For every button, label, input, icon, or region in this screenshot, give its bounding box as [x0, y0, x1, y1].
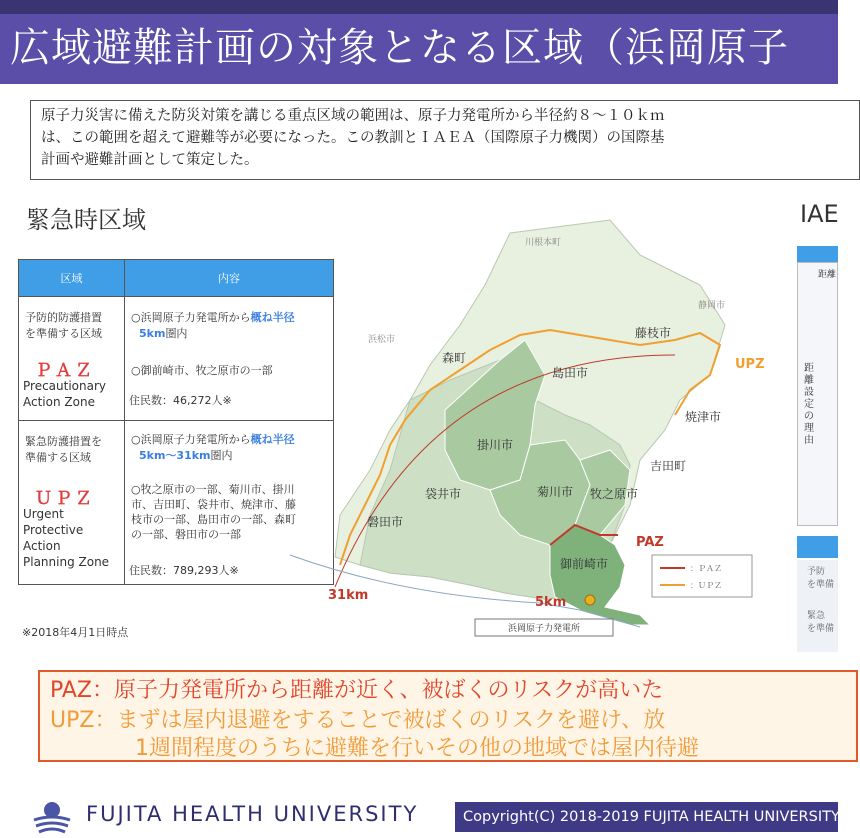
upz-areas: ○牧之原市の一部、菊川市、掛川 市、吉田町、袋井市、焼津市、藤 枝市の一部、島田市の一部、森町 の一部、磐田市の一部 [131, 483, 296, 541]
paz-population: 住民数：46,272人※ [129, 394, 232, 407]
upz-label: UPZ [735, 357, 765, 372]
city-label: 森町 [442, 351, 467, 365]
copyright: Copyright(C) 2018-2019 FUJITA HEALTH UNIVERSITY [455, 802, 838, 832]
km5-label: 5km [535, 595, 567, 610]
right-heading: IAE [800, 200, 839, 228]
zone-map [280, 215, 765, 645]
right-panel-box [797, 262, 838, 526]
right-panel-item: 予防 を準備 [807, 567, 835, 590]
city-label: 菊川市 [537, 485, 574, 499]
footnote: ※2018年4月1日時点 [22, 626, 129, 639]
summary-paz: PAZ：原子力発電所から距離が近く、被ばくのリスクが高いた [50, 678, 664, 703]
intro-line: 計画や避難計画として策定した。 [41, 152, 259, 168]
intro-line: は、この範囲を超えて避難等が必要になった。この教訓とＩＡＥＡ（国際原子力機関）の国際基 [41, 130, 665, 146]
right-panel-box [797, 560, 838, 652]
plant-label: 浜岡原子力発電所 [507, 624, 581, 634]
city-label: 藤枝市 [635, 326, 672, 340]
section-heading: 緊急時区域 [26, 206, 146, 234]
city-label: 掛川市 [477, 438, 514, 452]
paz-range: ○浜岡原子力発電所から概ね半径 5km圏内 [131, 311, 295, 340]
top-strip [0, 0, 838, 14]
gray-label: 浜松市 [368, 335, 396, 345]
right-panel [797, 238, 838, 658]
gray-label: 静岡市 [698, 301, 726, 311]
plant-marker [585, 595, 595, 605]
university-logo [30, 798, 74, 838]
city-label: 磐田市 [367, 515, 404, 529]
right-panel-header-bar [797, 246, 838, 262]
table-header-area: 区域 [19, 260, 124, 296]
gray-label: 川根本町 [525, 238, 562, 248]
city-label: 焼津市 [685, 410, 722, 424]
page-title: 広域避難計画の対象となる区域（浜岡原子 [10, 25, 789, 71]
right-panel-vertical-text: 距離設定の理由 [804, 363, 814, 446]
table-divider [124, 260, 125, 584]
title-bar [0, 14, 838, 84]
map-svg [280, 215, 765, 645]
upz-range: ○浜岡原子力発電所から概ね半径 5km～31km圏内 [131, 433, 295, 462]
right-panel-item: 緊急 を準備 [807, 611, 835, 634]
summary-upz: UPZ：まずは屋内退避をすることで被ばくのリスクを避け、放 [50, 708, 666, 733]
upz-population: 住民数：789,293人※ [129, 564, 239, 577]
upz-name: Urgent Protective Action Planning Zone [23, 507, 110, 569]
right-panel-label: 距離 [818, 270, 837, 280]
university-name: FUJITA HEALTH UNIVERSITY [86, 802, 419, 826]
legend-upz-label: ：ＵＰＺ [690, 581, 722, 590]
paz-areas: ○御前崎市、牧之原市の一部 [131, 364, 273, 377]
summary-box [38, 670, 858, 762]
city-label: 御前崎市 [560, 557, 609, 571]
paz-abbr: ＰＡＺ [35, 361, 95, 381]
summary-upz-cont: 1週間程度のうちに避難を行いその他の地域では屋内待避 [135, 736, 699, 761]
city-label: 袋井市 [425, 487, 462, 501]
km31-label: 31km [328, 588, 369, 603]
upz-abbr: ＵＰＺ [35, 489, 95, 509]
intro-box [30, 100, 860, 180]
paz-name: Precautionary Action Zone [23, 379, 107, 409]
paz-area [550, 525, 650, 625]
city-label: 吉田町 [650, 459, 687, 473]
paz-desc: 予防的防護措置 を準備する区域 [25, 311, 102, 340]
intro-line: 原子力災害に備えた防災対策を講じる重点区域の範囲は、原子力発電所から半径約８～１０ｋｍ [41, 108, 665, 124]
table-header-content: 内容 [125, 260, 333, 296]
paz-label: PAZ [636, 535, 664, 550]
city-label: 島田市 [552, 366, 589, 380]
right-panel-header-bar [797, 536, 838, 558]
legend-paz-label: ：ＰＡＺ [690, 564, 722, 573]
city-label: 牧之原市 [590, 487, 639, 501]
upz-desc: 緊急防護措置を 準備する区域 [25, 435, 102, 464]
map-legend [652, 555, 752, 597]
